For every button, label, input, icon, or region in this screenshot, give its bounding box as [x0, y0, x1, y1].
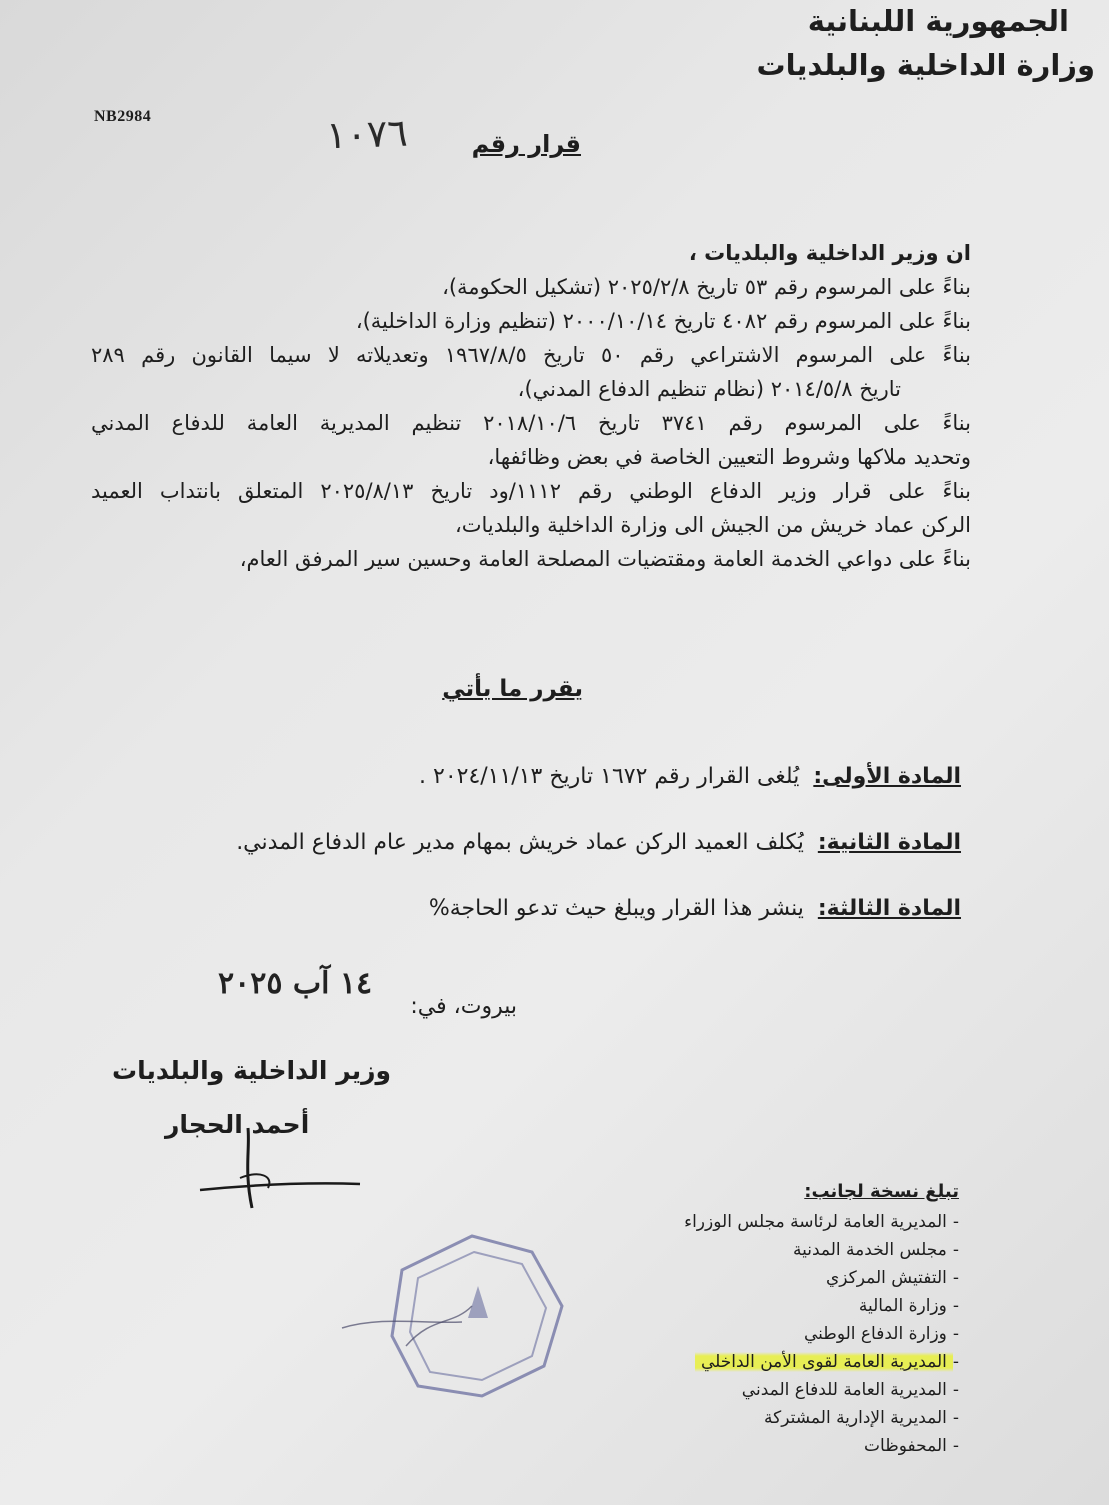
cc-item: -وزارة المالية [858, 1296, 959, 1316]
preamble-line: تاريخ ٢٠١٤/٥/٨ (نظام تنظيم الدفاع المدني)، [517, 377, 901, 401]
cc-item-text: المديرية الإدارية المشتركة [764, 1408, 947, 1428]
handwritten-date: ١٤ آب ٢٠٢٥ [218, 966, 373, 1001]
cc-item: -المديرية العامة للدفاع المدني [741, 1380, 959, 1400]
preamble-line: بناءً على المرسوم الاشتراعي رقم ٥٠ تاريخ ١٩٦٧/٨/٥ وتعديلاته لا سيما القانون رقم ٢٨٩ [91, 343, 971, 367]
preamble-opening: ان وزير الداخلية والبلديات ، [688, 241, 971, 265]
reference-code: NB2984 [94, 108, 152, 125]
decision-title: قرار رقم [471, 130, 581, 158]
official-stamp [322, 1226, 572, 1406]
cc-item-text: المحفوظات [864, 1436, 947, 1456]
signature-mark [190, 1120, 370, 1220]
cc-item-highlighted: -المديرية العامة لقوى الأمن الداخلي [684, 1348, 959, 1376]
cc-item: -وزارة الدفاع الوطني [804, 1324, 959, 1344]
cc-item-text: وزارة المالية [858, 1296, 947, 1316]
preamble-line: بناءً على المرسوم رقم ٤٠٨٢ تاريخ ٢٠٠٠/١٠/١٤ (تنظيم وزارة الداخلية)، [355, 309, 971, 333]
signatory-name: أحمد الحجار [165, 1110, 310, 1139]
article-label: المادة الأولى: [813, 764, 961, 789]
place-label: بيروت، في: [410, 994, 517, 1019]
article-1 [419, 764, 961, 789]
article-label: المادة الثانية: [817, 830, 961, 855]
article-3 [429, 896, 961, 921]
cc-title: تبلغ نسخة لجانب: [804, 1181, 959, 1202]
cc-item-text: مجلس الخدمة المدنية [793, 1240, 947, 1260]
cc-item-text: المديرية العامة لرئاسة مجلس الوزراء [684, 1212, 947, 1232]
cc-list [684, 1178, 959, 1460]
cc-item: -مجلس الخدمة المدنية [793, 1240, 959, 1260]
preamble-line: بناءً على قرار وزير الدفاع الوطني رقم ١١١٢/ود تاريخ ٢٠٢٥/٨/١٣ المتعلق بانتداب العميد [91, 479, 971, 503]
article-text: يُلغى القرار رقم ١٦٧٢ تاريخ ٢٠٢٤/١١/١٣ . [419, 764, 800, 789]
cc-item-text: وزارة الدفاع الوطني [804, 1324, 947, 1344]
cc-item-text: المديرية العامة للدفاع المدني [741, 1380, 947, 1400]
cc-item: -المحفوظات [864, 1436, 959, 1456]
article-2 [236, 830, 961, 855]
signatory-title: وزير الداخلية والبلديات [112, 1056, 392, 1085]
decision-number: ١٠٧٦ [325, 110, 409, 158]
article-label: المادة الثالثة: [817, 896, 961, 921]
cc-item: -التفتيش المركزي [826, 1268, 959, 1288]
ministry-heading: وزارة الداخلية والبلديات [756, 48, 1095, 82]
preamble [91, 236, 971, 576]
preamble-line: بناءً على المرسوم رقم ٣٧٤١ تاريخ ٢٠١٨/١٠/٦ تنظيم المديرية العامة للدفاع المدني [91, 411, 971, 435]
preamble-line: وتحديد ملاكها وشروط التعيين الخاصة في بعض وظائفها، [487, 445, 971, 469]
article-text: يُكلف العميد الركن عماد خريش بمهام مدير عام الدفاع المدني. [236, 830, 804, 855]
cc-item: -المديرية الإدارية المشتركة [764, 1408, 959, 1428]
preamble-line: بناءً على المرسوم رقم ٥٣ تاريخ ٢٠٢٥/٢/٨ (تشكيل الحكومة)، [442, 275, 971, 299]
republic-heading: الجمهورية اللبنانية [807, 4, 1069, 38]
preamble-line: بناءً على دواعي الخدمة العامة ومقتضيات المصلحة العامة وحسين سير المرفق العام، [239, 547, 971, 571]
article-text: ينشر هذا القرار ويبلغ حيث تدعو الحاجة% [428, 896, 804, 921]
decides-heading: يقرر ما يأتي [442, 676, 583, 702]
cc-item: -المديرية العامة لرئاسة مجلس الوزراء [684, 1212, 959, 1232]
cc-item-text: المديرية العامة لقوى الأمن الداخلي [695, 1352, 953, 1372]
preamble-line: الركن عماد خريش من الجيش الى وزارة الداخلية والبلديات، [454, 513, 971, 537]
cc-item-text: التفتيش المركزي [826, 1268, 947, 1288]
